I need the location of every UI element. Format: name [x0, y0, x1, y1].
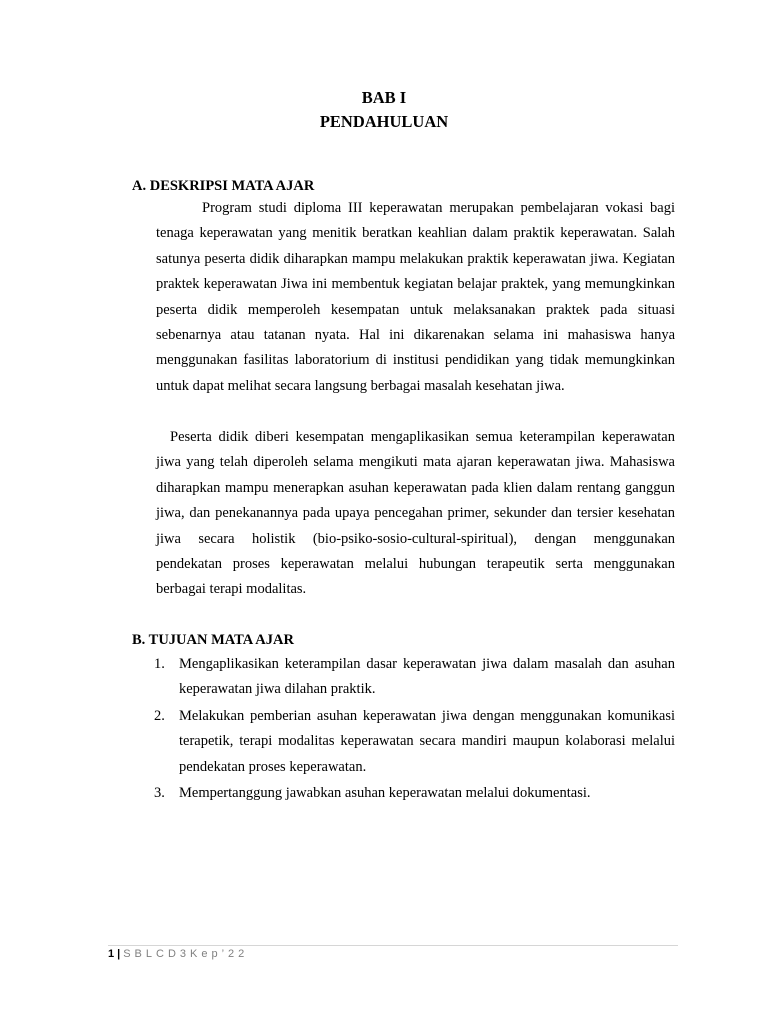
goals-list [0, 652, 675, 807]
chapter-title: PENDAHULUAN [319, 112, 449, 131]
list-item-number: 1. [154, 656, 165, 672]
list-item-text: Mengaplikasikan keterampilan dasar keperawatan jiwa dalam masalah dan asuhan keperawatan jiwa dilahan praktik. [179, 656, 675, 698]
section-a-paragraph-2: Peserta didik diberi kesempatan mengaplikasikan semua keterampilan keperawatan jiwa yang telah diperoleh selama mengikuti mata ajaran keperawatan jiwa. Mahasiswa diharapkan mampu menerapkan asuhan keperawatan pada klien dalam rentang ganggun jiwa, dan penekanannya pada upaya pencegahan primer, sekunder dan tersier kesehatan jiwa secara holistik (bio-psiko-sosio-cultural-spiritual), dengan menggunakan pendekatan proses keperawatan melalui hubungan terapeutik serta menggunakan berbagai terapi modalitas. [156, 429, 675, 598]
list-item [0, 704, 675, 780]
section-a-paragraph-1: Program studi diploma III keperawatan merupakan pembelajaran vokasi bagi tenaga keperawatan yang menitik beratkan keahlian dalam praktik keperawatan. Salah satunya peserta didik diharapkan mampu melakukan praktik keperawatan jiwa. Kegiatan praktek keperawatan Jiwa ini membentuk kegiatan belajar praktek, yang memungkinkan peserta didik memperoleh kesempatan untuk melaksanakan praktek pada situasi sebenarnya atau tatanan nyata. Hal ini dikarenakan selama ini mahasiswa hanya menggunakan fasilitas laboratorium di institusi pendidikan yang tidak memungkinkan untuk dapat melihat secara langsung berbagai masalah kesehatan jiwa. [156, 200, 675, 394]
list-item-text: Melakukan pemberian asuhan keperawatan jiwa dengan menggunakan komunikasi terapetik, terapi modalitas keperawatan secara mandiri maupun kolaborasi melalui pendekatan proses keperawatan. [179, 707, 675, 775]
list-item-text: Mempertanggung jawabkan asuhan keperawatan melalui dokumentasi. [179, 785, 591, 802]
section-a-title: A. DESKRIPSI MATA AJAR [132, 178, 315, 194]
list-item-number: 2. [154, 707, 165, 724]
document-code: SBLCD3Kep’22 [123, 948, 249, 960]
section-b-title: B. TUJUAN MATA AJAR [132, 632, 294, 648]
footer-separator: | [117, 948, 121, 960]
chapter-heading [0, 86, 768, 134]
list-item [0, 652, 675, 703]
page-footer [108, 946, 248, 962]
list-item-number: 3. [154, 785, 165, 802]
page-number: 1 [108, 948, 115, 960]
chapter-number: BAB I [361, 88, 407, 107]
list-item [0, 781, 675, 806]
